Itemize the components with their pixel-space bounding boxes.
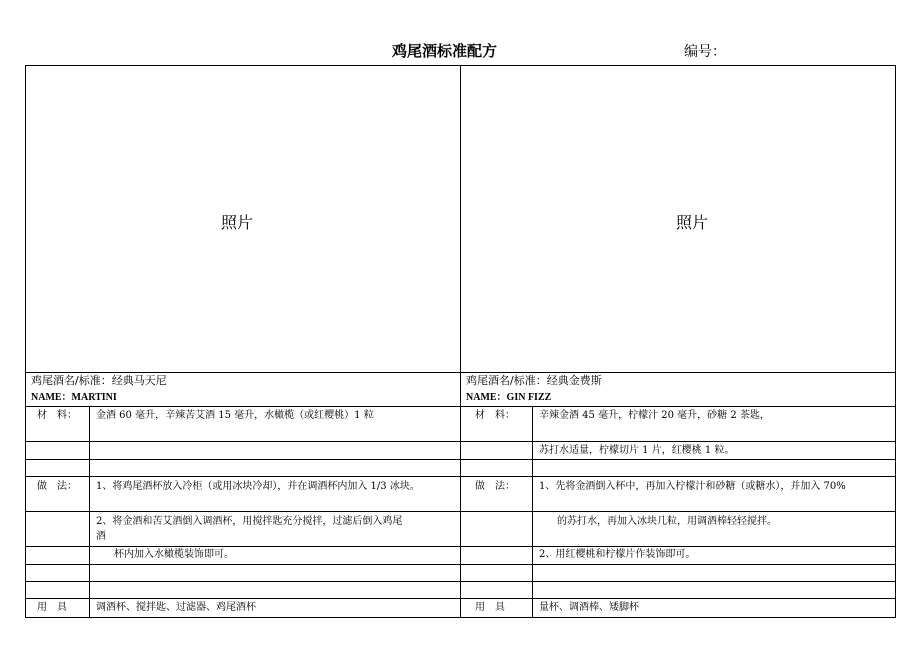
method-step-1-right: 1、先将金酒倒入杯中，再加入柠檬汁和砂糖（或糖水），并加入 70% [539,481,846,492]
materials-label-left: 材 料： [37,410,77,421]
cocktail-name-cn-left: 鸡尾酒名/标准：经典马天尼 [31,374,167,387]
page-title: 鸡尾酒标准配方 [392,42,498,60]
table-border-right [895,65,896,618]
method-step-2-right: 2、用红樱桃和柠檬片作装饰即可。 [539,549,696,560]
materials-text-2-right: 苏打水适量，柠檬切片 1 片，红樱桃 1 粒。 [539,445,735,456]
method-step-2-wrap-left: 酒 [96,531,106,542]
photo-placeholder-right: 照片 [676,213,709,232]
method-step-1-cont-right: 的苏打水，再加入冰块几粒，用调酒棒轻轻搅拌。 [557,516,777,527]
tools-text-left: 调酒杯、搅拌匙、过滤器、鸡尾酒杯 [96,602,256,613]
table-border-left [25,65,26,618]
tools-label-left: 用 具 [37,602,67,613]
cocktail-name-cn-right: 鸡尾酒名/标准：经典金费斯 [466,374,602,387]
cocktail-name-en-right: NAME：GIN FIZZ [466,392,552,403]
tools-text-right: 量杯、调酒棒、矮脚杯 [539,602,639,613]
materials-label-right: 材 料： [475,410,515,421]
cocktail-name-en-left: NAME：MARTINI [31,392,117,403]
method-step-2-left: 2、将金酒和苦艾酒倒入调酒杯，用搅拌匙充分搅拌，过滤后倒入鸡尾 [96,516,403,527]
materials-text-left: 金酒 60 毫升，辛辣苦艾酒 15 毫升，水橄榄（或红樱桃）1 粒 [96,410,374,421]
serial-number-label: 编号： [684,44,726,60]
label-column-divider-right [532,406,533,618]
materials-text-1-right: 辛辣金酒 45 毫升，柠檬汁 20 毫升，砂糖 2 茶匙， [539,410,770,421]
label-column-divider-left [89,406,90,618]
photo-placeholder-left: 照片 [221,213,254,232]
tools-label-right: 用 具 [475,602,505,613]
method-label-left: 做 法： [37,481,77,492]
table-column-divider [460,65,461,618]
method-label-right: 做 法： [475,481,515,492]
method-step-2-cont-left: 杯内加入水橄榄装饰即可。 [114,549,234,560]
method-step-1-left: 1、将鸡尾酒杯放入冷柜（或用冰块冷却），并在调酒杯内加入 1/3 冰块。 [96,481,420,492]
